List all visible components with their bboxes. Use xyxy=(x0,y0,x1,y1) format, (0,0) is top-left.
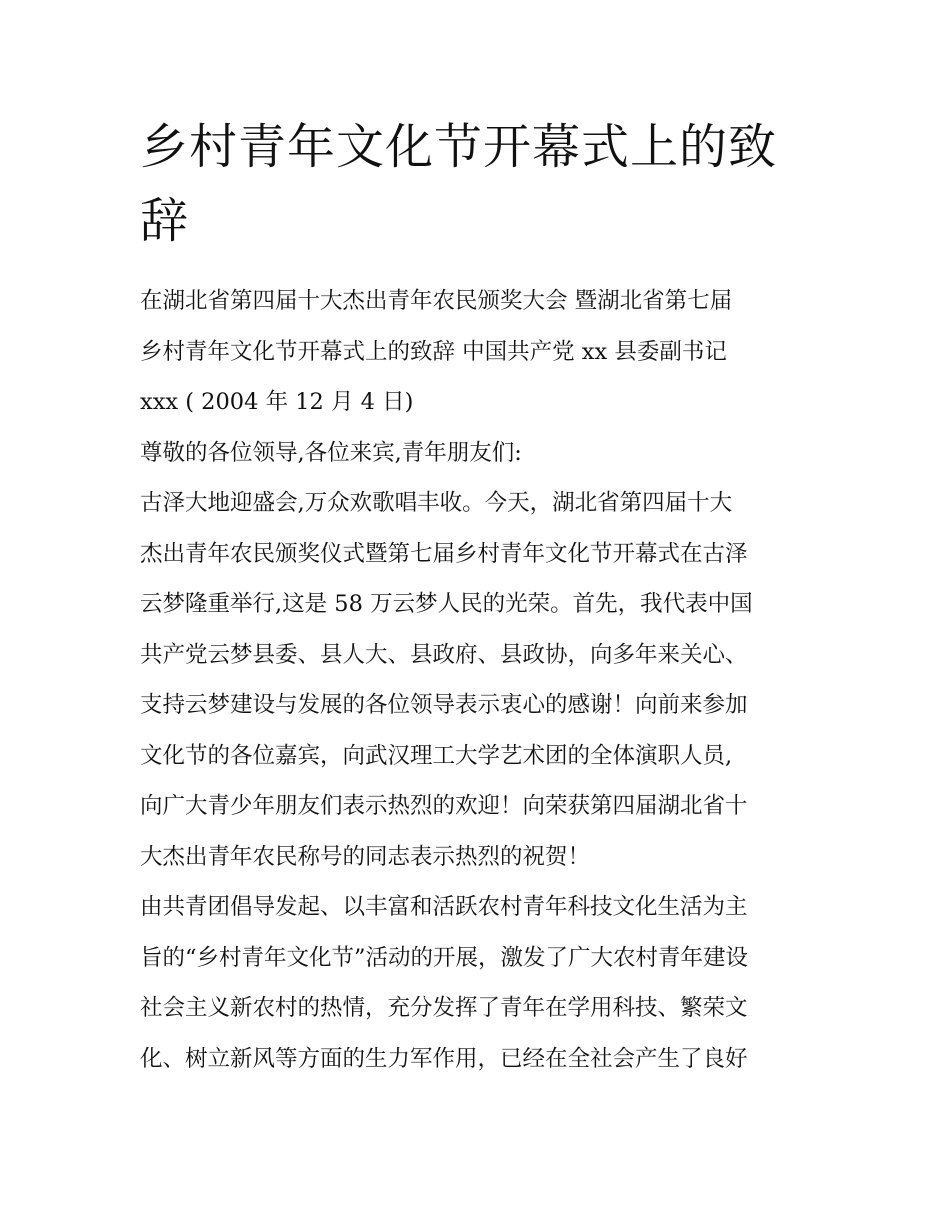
title-line: 乡村青年文化节开幕式上的致 xyxy=(140,119,778,175)
body-line: 云梦隆重举行,这是 58 万云梦人民的光荣。首先，我代表中国 xyxy=(140,591,753,617)
body-line: 文化节的各位嘉宾，向武汉理工大学艺术团的全体演职人员, xyxy=(140,742,733,769)
document-page xyxy=(140,110,820,1084)
body-line: 尊敬的各位领导,各位来宾,青年朋友们: xyxy=(140,439,522,466)
body-line: 社会主义新农村的热情，充分发挥了青年在学用科技、繁荣文 xyxy=(140,995,748,1021)
body-line: xxx ( 2004 年 12 月 4 日) xyxy=(140,389,414,415)
body-line: 古泽大地迎盛会,万众欢歌唱丰收。今天，湖北省第四届十大 xyxy=(140,490,733,516)
body-line: 在湖北省第四届十大杰出青年农民颁奖大会 暨湖北省第七届 xyxy=(140,288,733,314)
document-title xyxy=(140,110,820,258)
body-line: 旨的“乡村青年文化节”活动的开展，激发了广大农村青年建设 xyxy=(140,944,749,971)
body-line: 化、树立新风等方面的生力军作用，已经在全社会产生了良好 xyxy=(140,1045,748,1072)
body-line: 向广大青少年朋友们表示热烈的欢迎！向荣获第四届湖北省十 xyxy=(140,793,748,819)
body-line: 杰出青年农民颁奖仪式暨第七届乡村青年文化节开幕式在古泽 xyxy=(140,540,748,567)
document-body xyxy=(140,276,820,1084)
body-line: 共产党云梦县委、县人大、县政府、县政协，向多年来关心、 xyxy=(140,641,748,668)
body-line: 大杰出青年农民称号的同志表示热烈的祝贺！ xyxy=(140,843,591,870)
title-line: 辞 xyxy=(140,193,190,249)
body-line: 乡村青年文化节开幕式上的致辞 中国共产党 xx 县委副书记 xyxy=(140,338,727,365)
body-line: 支持云梦建设与发展的各位领导表示衷心的感谢！向前来参加 xyxy=(140,692,748,718)
body-line: 由共青团倡导发起、以丰富和活跃农村青年科技文化生活为主 xyxy=(140,894,748,920)
